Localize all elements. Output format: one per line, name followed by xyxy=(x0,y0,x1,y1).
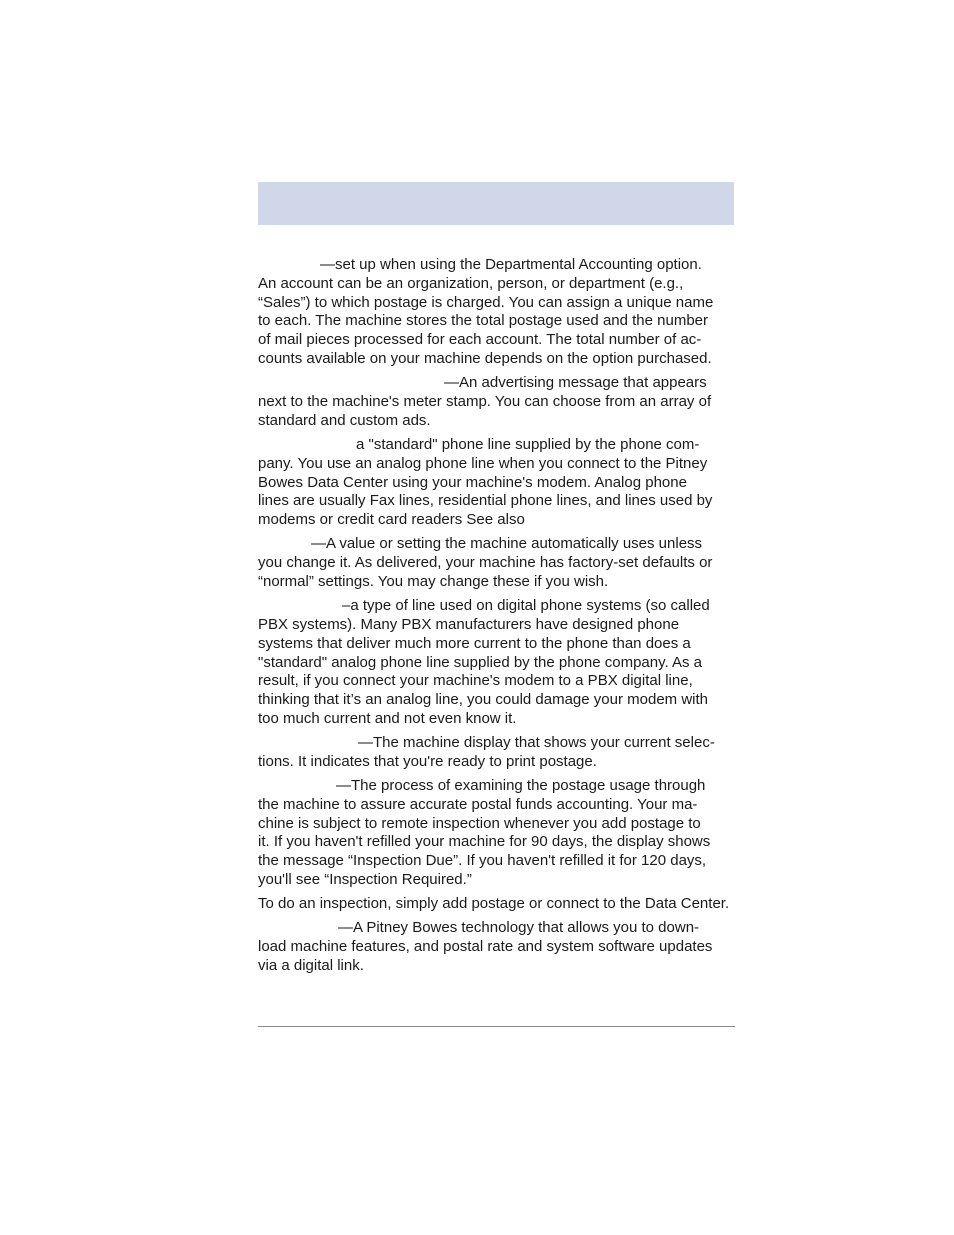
text-line: the message “Inspection Due”. If you haven't refilled it for 120 days, xyxy=(258,852,707,870)
text-line: result, if you connect your machine's modem to a PBX digital line, xyxy=(258,672,693,690)
glossary-entry-intellilink xyxy=(258,919,736,975)
text-line: the machine to assure accurate postal funds accounting. Your ma- xyxy=(258,795,698,813)
text-line: it. If you haven't refilled your machine for 90 days, the display shows xyxy=(258,833,711,851)
glossary-entry-digital-line xyxy=(258,597,736,729)
glossary-entry-analog-line xyxy=(258,436,736,530)
text-line: a "standard" phone line supplied by the phone com- xyxy=(356,435,700,453)
text-line: —An advertising message that appears xyxy=(444,374,707,392)
text-line: pany. You use an analog phone line when you connect to the Pitney xyxy=(258,454,708,472)
text-line: lines are usually Fax lines, residential phone lines, and lines used by xyxy=(258,492,713,510)
text-line: PBX systems). Many PBX manufacturers have designed phone xyxy=(258,615,680,633)
text-line: “normal” settings. You may change these if you wish. xyxy=(258,572,609,590)
text-line: systems that deliver much more current to the phone than does a xyxy=(258,634,691,652)
text-line: "standard" analog phone line supplied by the phone company. As a xyxy=(258,653,703,671)
text-line: via a digital link. xyxy=(258,957,364,975)
text-line: —The machine display that shows your current selec- xyxy=(358,734,715,752)
text-line: –a type of line used on digital phone systems (so called xyxy=(342,597,710,615)
text-line: “Sales”) to which postage is charged. You can assign a unique name xyxy=(258,293,714,311)
glossary-entry-home-screen xyxy=(258,734,736,772)
text-line: An account can be an organization, person, or department (e.g., xyxy=(258,274,684,292)
text-line: —set up when using the Departmental Accounting option. xyxy=(320,256,702,273)
text-line: thinking that it’s an analog line, you could damage your modem with xyxy=(258,691,708,709)
text-line: —The process of examining the postage usage through xyxy=(336,777,706,795)
text-line: you'll see “Inspection Required.” xyxy=(258,871,472,889)
glossary-entry-ad xyxy=(258,374,736,430)
section-header-banner xyxy=(258,182,734,225)
glossary-entry-default xyxy=(258,535,736,591)
text-line: standard and custom ads. xyxy=(258,411,431,429)
text-line: counts available on your machine depends on the option purchased. xyxy=(258,349,712,367)
text-line: you change it. As delivered, your machine has factory-set defaults or xyxy=(258,554,713,572)
text-line: modems or credit card readers See also xyxy=(258,511,525,529)
text-line: —A Pitney Bowes technology that allows you to down- xyxy=(338,919,700,937)
text-line: To do an inspection, simply add postage or connect to the Data Center. xyxy=(258,895,730,913)
text-line: load machine features, and postal rate and system software updates xyxy=(258,938,713,956)
text-line: too much current and not even know it. xyxy=(258,709,517,727)
text-line: chine is subject to remote inspection whenever you add postage to xyxy=(258,814,701,832)
text-line: tions. It indicates that you're ready to print postage. xyxy=(258,752,597,770)
text-line: next to the machine's meter stamp. You can choose from an array of xyxy=(258,392,712,410)
text-line: to each. The machine stores the total postage used and the number xyxy=(258,312,709,330)
footer-rule xyxy=(258,1026,735,1027)
glossary-entry-accounts xyxy=(258,256,736,369)
text-line: of mail pieces processed for each account. The total number of ac- xyxy=(258,331,702,349)
glossary-entry-inspection xyxy=(258,777,736,890)
text-line: —A value or setting the machine automatically uses unless xyxy=(311,535,703,553)
glossary-body xyxy=(258,256,736,976)
glossary-entry-inspection-note xyxy=(258,895,736,914)
text-line: Bowes Data Center using your machine's modem. Analog phone xyxy=(258,473,687,491)
